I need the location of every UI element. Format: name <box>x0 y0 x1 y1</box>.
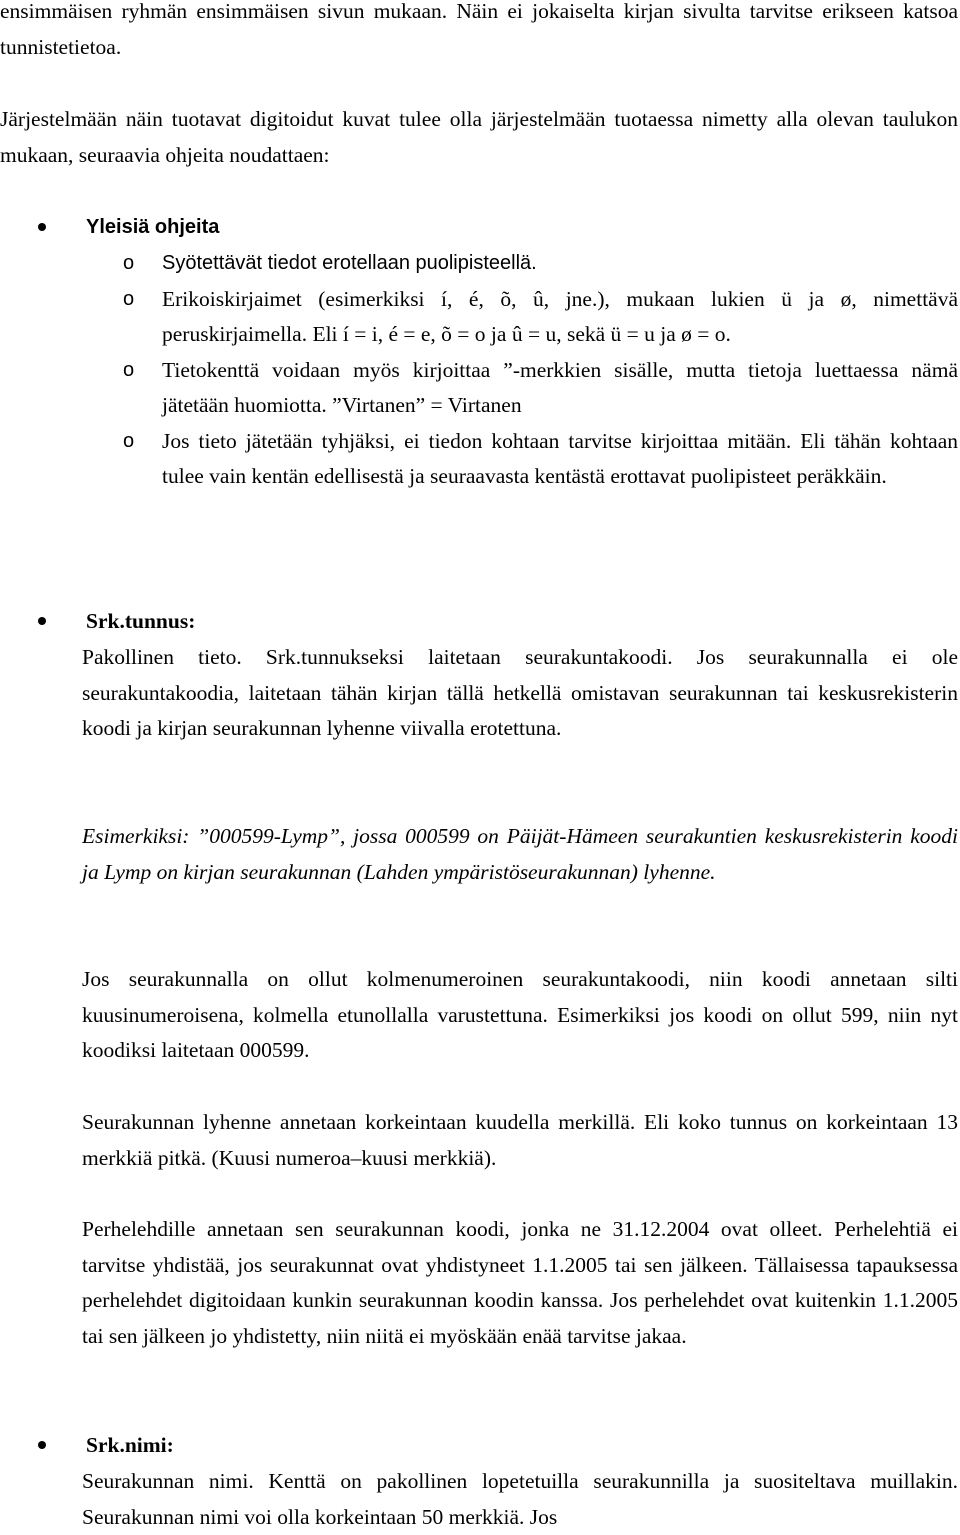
bullet-icon <box>38 223 46 231</box>
list-item <box>0 353 958 424</box>
circle-bullet-icon: o <box>123 429 135 452</box>
list-item <box>0 246 958 282</box>
section-general-heading: Yleisiä ohjeita <box>86 216 220 238</box>
srk-tunnus-example: Esimerkiksi: ”000599-Lymp”, jossa 000599 on Päijät-Hämeen seurakuntien keskusrekisterin koodi ja Lymp on kirjan seurakunnan (Lahden ympäristöseurakunnan) lyhenne. <box>82 824 958 884</box>
list-item <box>0 282 958 353</box>
circle-bullet-icon: o <box>123 358 135 381</box>
bullet-icon <box>38 617 46 625</box>
list-item-text: Jos tieto jätetään tyhjäksi, ei tiedon kohtaan tarvitse kirjoittaa mitään. Eli tähän kohtaan tulee vain kentän edellisestä ja seuraavasta kentästä erottavat puolipisteet peräkkäin. <box>162 428 958 488</box>
bullet-icon <box>38 1441 46 1449</box>
srk-tunnus-abbreviation-note: Seurakunnan lyhenne annetaan korkeintaan kuudella merkillä. Eli koko tunnus on korkeintaan 13 merkkiä pitkä. (Kuusi numeroa–kuusi merkkiä). <box>82 1110 958 1170</box>
list-item-text: Tietokenttä voidaan myös kirjoittaa ”-merkkien sisälle, mutta tietoja luettaessa nämä jätetään huomiotta. ”Virtanen” = Virtanen <box>162 357 958 417</box>
circle-bullet-icon: o <box>123 252 135 274</box>
list-item <box>0 424 958 495</box>
list-item-text: Syötettävät tiedot erotellaan puolipisteellä. <box>162 252 537 274</box>
intro-paragraph: Järjestelmään näin tuotavat digitoidut kuvat tulee olla järjestelmään tuotaessa nimetty alla olevan taulukon mukaan, seuraavia ohjeita noudattaen: <box>0 107 958 167</box>
section-srk-nimi-heading-row <box>0 1428 958 1464</box>
list-item-text: Erikoiskirjaimet (esimerkiksi í, é, õ, û, jne.), mukaan lukien ü ja ø, nimettävä peruskirjaimella. Eli í = i, é = e, õ = o ja û = u, sekä ü = u ja ø = o. <box>162 286 958 346</box>
general-instructions-list <box>0 246 958 495</box>
srk-tunnus-description: Pakollinen tieto. Srk.tunnukseksi laitetaan seurakuntakoodi. Jos seurakunnalla ei ole seurakuntakoodia, laitetaan tähän kirjan tällä hetkellä omistavan seurakunnan tai keskusrekisterin koodi ja kirjan seurakunnan lyhenne viivalla erotettuna. <box>82 645 958 740</box>
section-srk-tunnus-heading: Srk.tunnus: <box>86 609 196 633</box>
section-srk-nimi-heading: Srk.nimi: <box>86 1433 174 1457</box>
intro-continuation: ensimmäisen ryhmän ensimmäisen sivun mukaan. Näin ei jokaiselta kirjan sivulta tarvitse erikseen katsoa tunnistetietoa. <box>0 0 958 59</box>
circle-bullet-icon: o <box>123 287 135 310</box>
section-general-heading-row <box>0 210 958 246</box>
section-srk-tunnus-heading-row <box>0 604 958 640</box>
srk-tunnus-family-sheets-note: Perhelehdille annetaan sen seurakunnan koodi, jonka ne 31.12.2004 ovat olleet. Perhelehtiä ei tarvitse yhdistää, jos seurakunnat ovat yhdistyneet 1.1.2005 tai sen jälkeen. Tällaisessa tapauksessa perhelehdet digitoidaan kunkin seurakunnan koodin kanssa. Jos perhelehdet ovat kuitenkin 1.1.2005 tai sen jälkeen jo yhdistetty, niin niitä ei myöskään enää tarvitse jakaa. <box>82 1217 958 1348</box>
srk-nimi-description: Seurakunnan nimi. Kenttä on pakollinen lopetetuilla seurakunnilla ja suositeltava muillakin. Seurakunnan nimi voi olla korkeintaan 50 merkkiä. Jos <box>82 1469 958 1529</box>
srk-tunnus-three-digit-note: Jos seurakunnalla on ollut kolmenumeroinen seurakuntakoodi, niin koodi annetaan silti kuusinumeroisena, kolmella etunollalla varustettuna. Esimerkiksi jos koodi on ollut 599, niin nyt koodiksi laitetaan 000599. <box>82 967 958 1062</box>
